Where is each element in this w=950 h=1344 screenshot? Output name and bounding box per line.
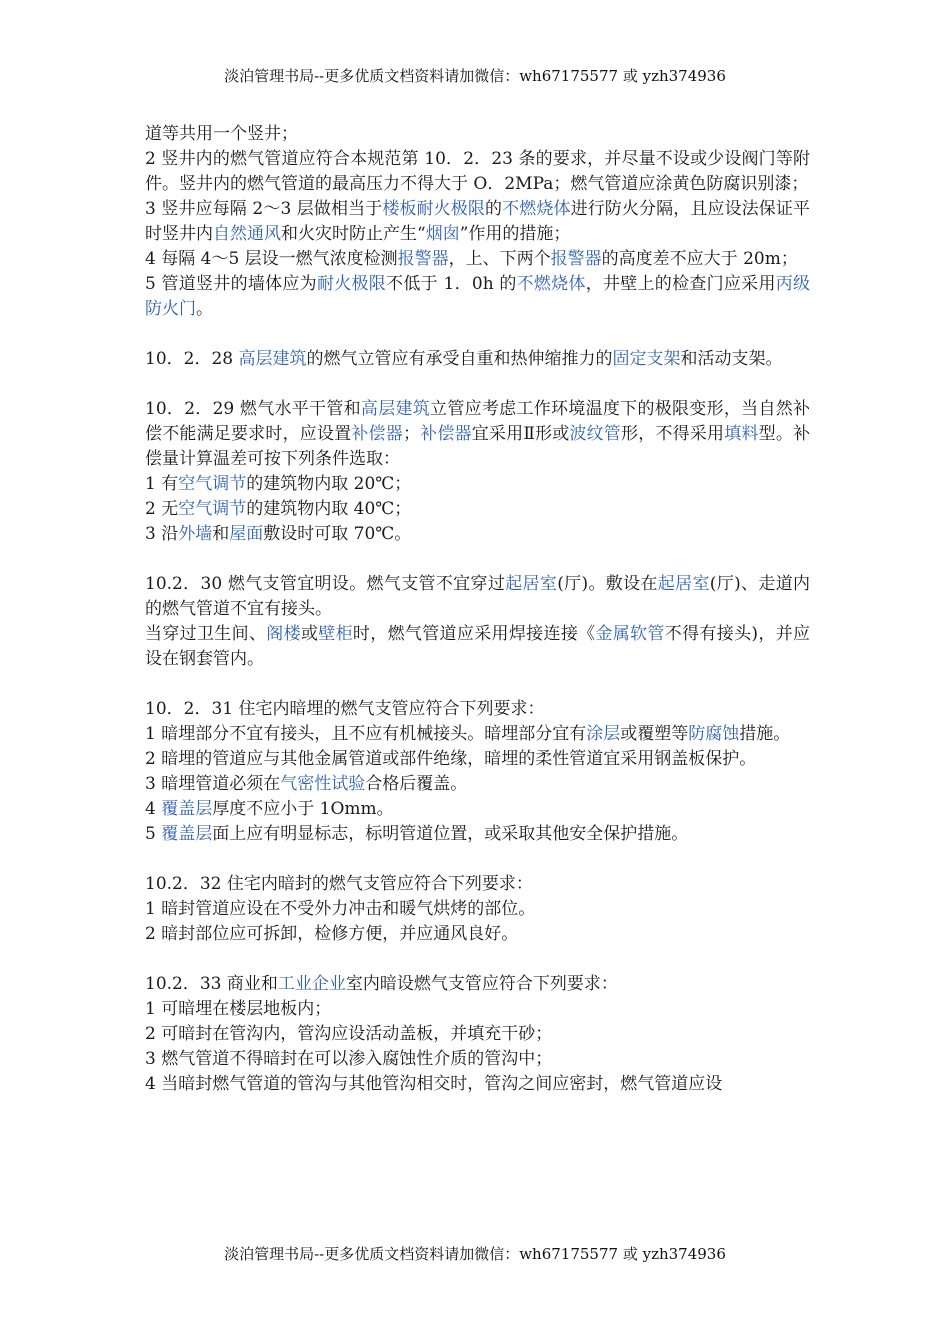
paragraph xyxy=(145,147,810,197)
term-link[interactable]: 补偿器 xyxy=(419,424,472,444)
page-footer: 淡泊管理书局--更多优质文档资料请加微信：wh67175577 或 yzh374936 xyxy=(224,1245,726,1263)
term-link[interactable]: 防腐蚀 xyxy=(688,724,740,744)
paragraph xyxy=(145,197,810,247)
paragraph xyxy=(145,1072,810,1097)
text-segment: 2 竖井内的燃气管道应符合本规范第 10．2．23 条的要求，并尽量不设或少设阀门等附件。竖井内的燃气管道的最高压力不得大于 O．2MPa；燃气管道应涂黄色防腐识别漆； xyxy=(145,149,810,194)
term-link[interactable]: 楼板耐火极限 xyxy=(382,199,485,219)
term-link[interactable]: 屋面 xyxy=(229,524,264,544)
term-link[interactable]: 壁柜 xyxy=(318,624,353,644)
paragraph xyxy=(145,1047,810,1072)
term-link[interactable]: 高层建筑 xyxy=(238,349,307,369)
text-segment: 立管应考虑工作环境温度下的极限变形，当自然补偿不能满足要求时，应设置 xyxy=(145,399,811,444)
text-segment: 2 暗埋的管道应与其他金属管道或部件绝缘，暗埋的柔性管道宜采用钢盖板保护。 xyxy=(145,749,757,769)
text-segment: 2 无 xyxy=(145,499,179,519)
text-segment: 4 xyxy=(145,799,162,819)
text-segment: 时，燃气管道应采用焊接连接《 xyxy=(352,624,596,644)
text-segment: 形，不得采用 xyxy=(621,424,725,444)
text-segment: 室内暗设燃气支管应符合下列要求： xyxy=(345,974,618,994)
paragraph xyxy=(145,622,810,672)
text-segment: 10.2．32 住宅内暗封的燃气支管应符合下列要求： xyxy=(145,874,533,894)
text-segment: 道等共用一个竖井； xyxy=(145,124,298,144)
term-link[interactable]: 空气调节 xyxy=(178,474,247,494)
text-segment: 1 暗封管道应设在不受外力冲击和暖气烘烤的部位。 xyxy=(145,899,536,919)
text-segment: 3 暗埋管道必须在 xyxy=(145,774,281,794)
paragraph xyxy=(145,997,810,1022)
term-link[interactable]: 金属软管 xyxy=(595,624,665,644)
text-segment: ； xyxy=(402,424,420,444)
term-link[interactable]: 不燃烧体 xyxy=(516,274,586,294)
text-segment: 1 有 xyxy=(145,474,179,494)
text-segment: 宜采用Ⅱ形或 xyxy=(471,424,570,444)
paragraph xyxy=(145,772,810,797)
term-link[interactable]: 工业企业 xyxy=(277,974,346,994)
term-link[interactable]: 填料 xyxy=(724,424,759,444)
text-segment: (厅)、走道内的燃气管道不宜有接头。 xyxy=(145,574,811,619)
paragraph xyxy=(145,472,810,497)
term-link[interactable]: 自然通风 xyxy=(213,224,281,244)
text-segment: 型。补偿量计算温差可按下列条件选取： xyxy=(145,424,811,469)
document-body xyxy=(145,122,810,1097)
paragraph xyxy=(145,397,810,472)
term-link[interactable]: 丙级防火门 xyxy=(145,274,811,319)
text-segment: 3 沿 xyxy=(145,524,179,544)
paragraph xyxy=(145,497,810,522)
paragraph xyxy=(145,247,810,272)
paragraph xyxy=(145,747,810,772)
text-segment: 面上应有明显标志，标明管道位置，或采取其他安全保护措施。 xyxy=(212,824,689,844)
term-link[interactable]: 阁楼 xyxy=(266,624,301,644)
paragraph xyxy=(145,697,810,722)
term-link[interactable]: 起居室 xyxy=(505,574,558,594)
text-segment: 10．2．31 住宅内暗埋的燃气支管应符合下列要求： xyxy=(145,699,545,719)
text-segment: 或 xyxy=(300,624,319,644)
text-segment: 敷设时可取 70℃。 xyxy=(263,524,412,544)
paragraph xyxy=(145,797,810,822)
text-segment: 厚度不应小于 1Omm。 xyxy=(212,799,394,819)
paragraph xyxy=(145,897,810,922)
paragraph xyxy=(145,272,810,322)
term-link[interactable]: 烟囱 xyxy=(425,224,460,244)
paragraph xyxy=(145,122,810,147)
text-segment: 或覆塑等 xyxy=(620,724,689,744)
text-segment: 和 xyxy=(212,524,230,544)
paragraph xyxy=(145,1022,810,1047)
text-segment: 和活动支架。 xyxy=(680,349,783,369)
paragraph xyxy=(145,572,810,622)
text-segment: 10.2．33 商业和 xyxy=(145,974,278,994)
term-link[interactable]: 涂层 xyxy=(586,724,621,744)
text-segment: 不得有接头)，并应设在钢套管内。 xyxy=(145,624,811,669)
paragraph xyxy=(145,822,810,847)
term-link[interactable]: 波纹管 xyxy=(569,424,622,444)
text-segment: 合格后覆盖。 xyxy=(365,774,468,794)
paragraph xyxy=(145,722,810,747)
text-segment: 5 xyxy=(145,824,162,844)
term-link[interactable]: 外墙 xyxy=(178,524,213,544)
text-segment: 的建筑物内取 20℃； xyxy=(246,474,412,494)
term-link[interactable]: 耐火极限 xyxy=(316,274,387,294)
text-segment: 2 暗封部位应可拆卸，检修方便，并应通风良好。 xyxy=(145,924,519,944)
text-segment: 的建筑物内取 40℃； xyxy=(246,499,412,519)
text-segment: 2 可暗封在管沟内，管沟应设活动盖板，并填充干砂； xyxy=(145,1024,553,1044)
text-segment: 3 燃气管道不得暗封在可以渗入腐蚀性介质的管沟中； xyxy=(145,1049,553,1069)
text-segment: 措施。 xyxy=(739,724,791,744)
term-link[interactable]: 不燃烧体 xyxy=(502,199,571,219)
term-link[interactable]: 固定支架 xyxy=(612,349,681,369)
text-segment: 4 每隔 4～5 层设一燃气浓度检测 xyxy=(145,249,398,269)
text-segment: 的高度差不应大于 20m； xyxy=(601,249,798,269)
term-link[interactable]: 覆盖层 xyxy=(161,824,213,844)
paragraph xyxy=(145,522,810,547)
text-segment: (厅)。敷设在 xyxy=(557,574,658,594)
text-segment: 的 xyxy=(485,199,503,219)
text-segment: 和火灾时防止产生“ xyxy=(281,224,426,244)
paragraph xyxy=(145,872,810,897)
term-link[interactable]: 高层建筑 xyxy=(360,399,431,419)
text-segment: 1 暗埋部分不宜有接头，且不应有机械接头。暗埋部分宜有 xyxy=(145,724,587,744)
page-header: 淡泊管理书局--更多优质文档资料请加微信：wh67175577 或 yzh374936 xyxy=(224,67,726,85)
term-link[interactable]: 覆盖层 xyxy=(161,799,213,819)
text-segment: 不低于 1．0h 的 xyxy=(386,274,517,294)
term-link[interactable]: 空气调节 xyxy=(178,499,247,519)
text-segment: 4 当暗封燃气管道的管沟与其他管沟相交时，管沟之间应密封，燃气管道应设 xyxy=(145,1074,723,1094)
term-link[interactable]: 报警器 xyxy=(550,249,602,269)
text-segment: 10.2．30 燃气支管宜明设。燃气支管不宜穿过 xyxy=(145,574,506,594)
term-link[interactable]: 起居室 xyxy=(657,574,710,594)
paragraph xyxy=(145,972,810,997)
text-segment: 3 竖井应每隔 2～3 层做相当于 xyxy=(145,199,383,219)
paragraph xyxy=(145,922,810,947)
paragraph xyxy=(145,347,810,372)
term-link[interactable]: 补偿器 xyxy=(351,424,403,444)
text-segment: ”作用的措施； xyxy=(459,224,571,244)
text-segment: 。 xyxy=(196,299,213,319)
text-segment: 当穿过卫生间、 xyxy=(145,624,267,644)
text-segment: 10．2．29 燃气水平干管和 xyxy=(145,399,361,419)
text-segment: 的燃气立管应有承受自重和热伸缩推力的 xyxy=(306,349,613,369)
text-segment: 5 管道竖井的墙体应为 xyxy=(145,274,317,294)
text-segment: 1 可暗埋在楼层地板内； xyxy=(145,999,332,1019)
term-link[interactable]: 报警器 xyxy=(397,249,449,269)
text-segment: 10．2．28 xyxy=(145,349,239,369)
text-segment: ，井壁上的检查门应采用 xyxy=(585,274,776,294)
text-segment: 进行防火分隔，且应设法保证平时竖井内 xyxy=(145,199,811,244)
text-segment: ，上、下两个 xyxy=(448,249,551,269)
term-link[interactable]: 气密性试验 xyxy=(280,774,366,794)
